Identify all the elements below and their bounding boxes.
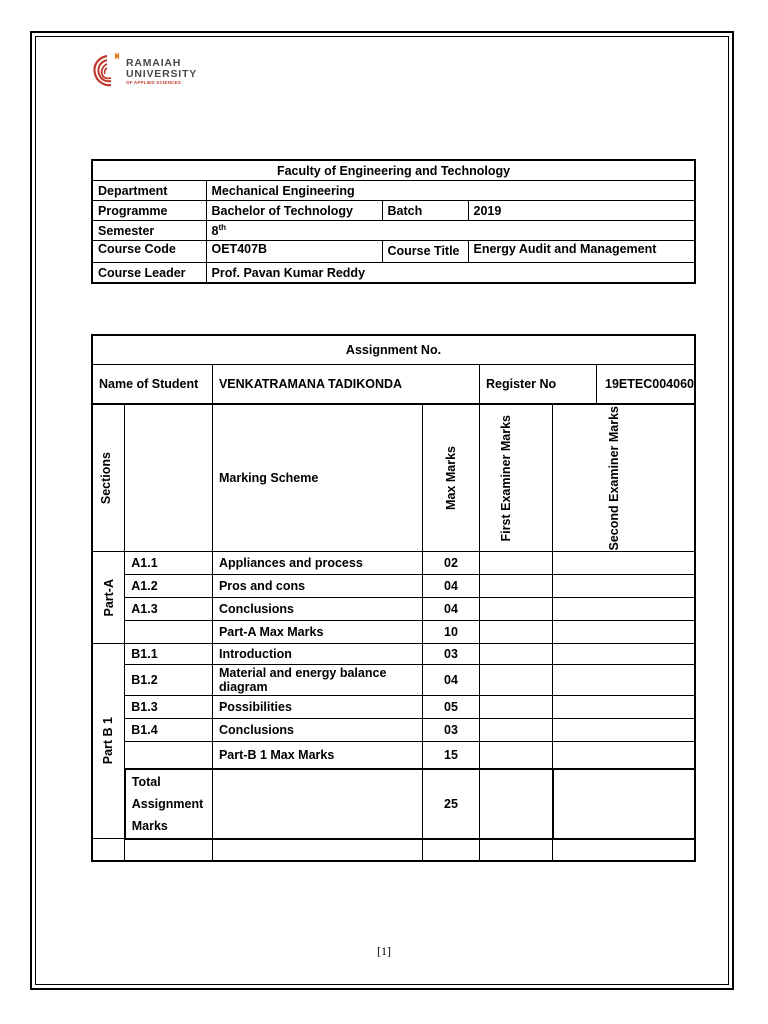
row-max: 04 [422, 598, 479, 621]
programme-value: Bachelor of Technology [206, 201, 382, 221]
first-examiner-cell [480, 644, 553, 665]
header-marking-scheme: Marking Scheme [212, 404, 422, 552]
row-item: Pros and cons [212, 575, 422, 598]
header-sections: Sections [99, 451, 113, 504]
semester-value [206, 221, 695, 241]
row-code: B1.1 [125, 644, 213, 665]
semester-suffix: th [218, 222, 227, 232]
part-a-total-max: 10 [422, 621, 479, 644]
row-max: 02 [422, 552, 479, 575]
row-code: B1.4 [125, 719, 213, 742]
course-title-label: Course Title [382, 241, 468, 263]
second-examiner-cell [553, 621, 695, 644]
logo-text-line2: UNIVERSITY [126, 68, 198, 80]
part-a-total-label: Part-A Max Marks [212, 621, 422, 644]
first-examiner-cell [480, 598, 553, 621]
second-examiner-cell [553, 719, 695, 742]
row-code: A1.1 [125, 552, 213, 575]
semester-number: 8 [211, 224, 219, 239]
grand-total-label: Total Assignment Marks [125, 769, 213, 839]
first-examiner-total [480, 769, 553, 839]
first-examiner-cell [480, 696, 553, 719]
logo-emblem-icon [91, 52, 123, 88]
batch-value: 2019 [468, 201, 695, 221]
course-leader-label: Course Leader [92, 263, 206, 284]
batch-label: Batch [382, 201, 468, 221]
second-examiner-cell [553, 575, 695, 598]
semester-label: Semester [92, 221, 206, 241]
page-number: [1] [377, 944, 391, 958]
second-examiner-cell [553, 644, 695, 665]
course-code-value: OET407B [206, 241, 382, 263]
part-b-total-max: 15 [422, 742, 479, 769]
course-title-value: Energy Audit and Management [468, 241, 695, 263]
row-item: Appliances and process [212, 552, 422, 575]
header-first-examiner: First Examiner Marks [499, 414, 514, 541]
row-max: 04 [422, 575, 479, 598]
first-examiner-cell [480, 621, 553, 644]
course-info-table [91, 159, 696, 284]
student-name-label: Name of Student [92, 364, 212, 404]
row-code: A1.2 [125, 575, 213, 598]
row-code: A1.3 [125, 598, 213, 621]
second-examiner-cell [553, 598, 695, 621]
row-max: 03 [422, 719, 479, 742]
marking-scheme-table [91, 334, 696, 862]
faculty-title: Faculty of Engineering and Technology [92, 160, 695, 181]
row-code: B1.3 [125, 696, 213, 719]
programme-label: Programme [92, 201, 206, 221]
row-item: Possibilities [212, 696, 422, 719]
row-max: 04 [422, 665, 479, 696]
first-examiner-cell [480, 575, 553, 598]
second-examiner-cell [553, 742, 695, 769]
first-examiner-cell [480, 552, 553, 575]
second-examiner-cell [553, 696, 695, 719]
part-a-label: Part-A [101, 578, 116, 617]
student-name-value: VENKATRAMANA TADIKONDA [218, 376, 403, 391]
row-max: 05 [422, 696, 479, 719]
course-leader-value: Prof. Pavan Kumar Reddy [206, 263, 695, 284]
row-item: Introduction [212, 644, 422, 665]
row-item: Conclusions [212, 719, 422, 742]
department-value: Mechanical Engineering [206, 181, 695, 201]
logo-text-line1: RAMAIAH [126, 57, 182, 69]
register-no-label: Register No [480, 365, 597, 403]
department-label: Department [92, 181, 206, 201]
grand-total-max: 25 [422, 769, 479, 839]
first-examiner-cell [480, 665, 553, 696]
part-b-label: Part B 1 [101, 717, 116, 765]
header-max-marks: Max Marks [443, 445, 458, 510]
assignment-title: Assignment No. [92, 335, 695, 364]
second-examiner-total [553, 769, 695, 839]
row-code: B1.2 [125, 665, 213, 696]
logo-text-line3: OF APPLIED SCIENCES [126, 80, 181, 85]
second-examiner-cell [553, 552, 695, 575]
second-examiner-cell [553, 665, 695, 696]
row-item: Material and energy balance diagram [212, 665, 422, 696]
register-no-value: 19ETEC004060 [605, 376, 694, 391]
course-code-label: Course Code [92, 241, 206, 263]
first-examiner-cell [480, 742, 553, 769]
first-examiner-cell [480, 719, 553, 742]
university-logo [91, 52, 231, 92]
row-max: 03 [422, 644, 479, 665]
part-b-total-label: Part-B 1 Max Marks [212, 742, 422, 769]
row-item: Conclusions [212, 598, 422, 621]
header-second-examiner: Second Examiner Marks [606, 405, 621, 551]
